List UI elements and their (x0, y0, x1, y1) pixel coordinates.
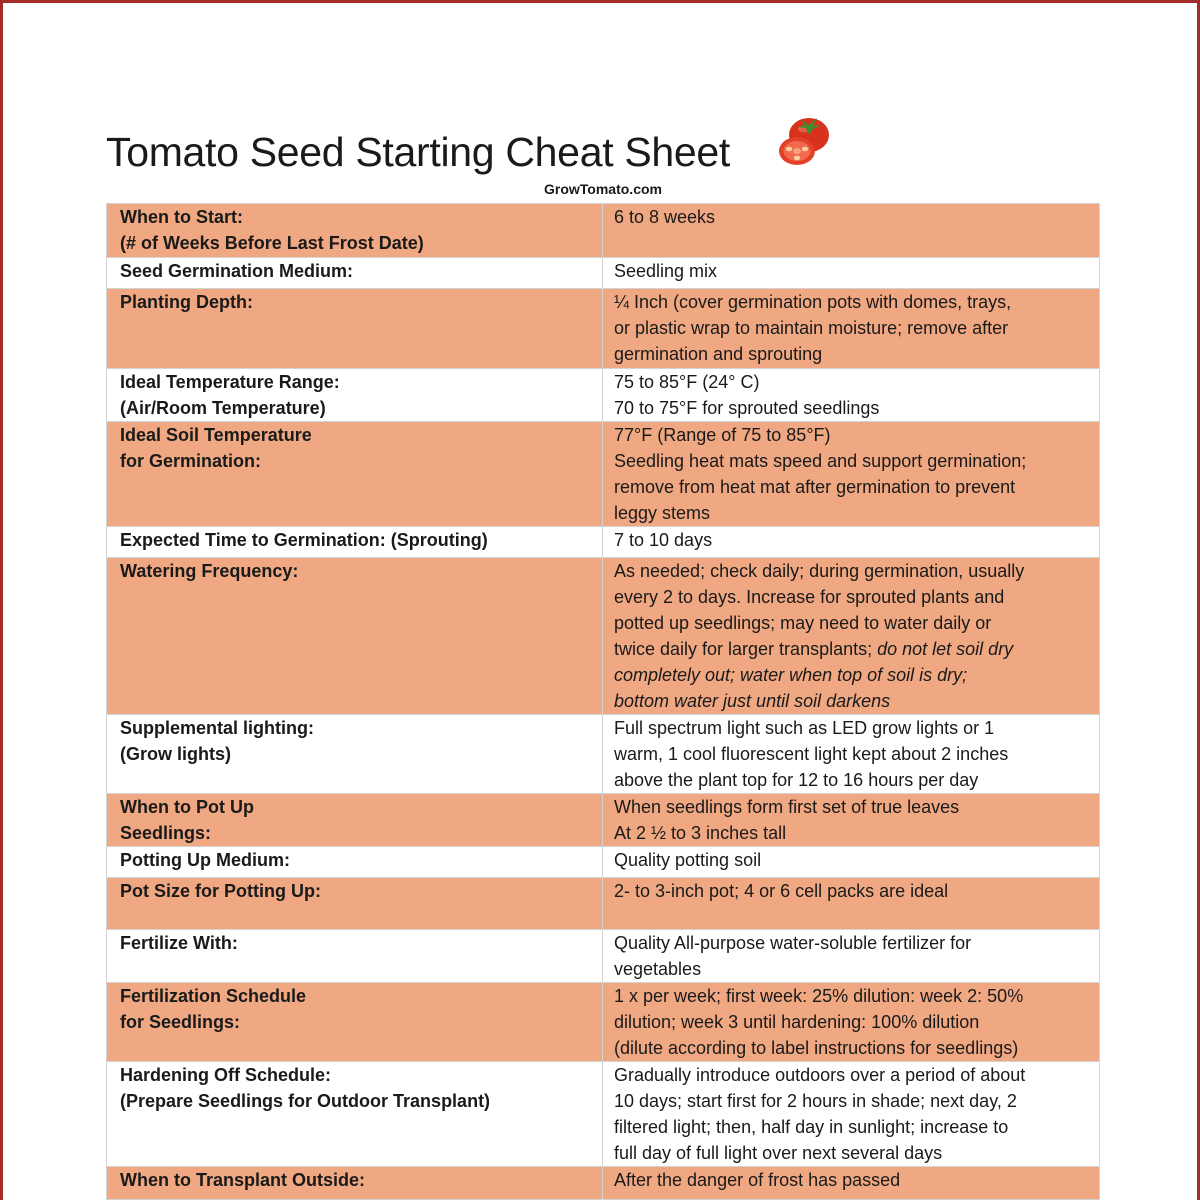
row-label-line: Planting Depth: (120, 292, 253, 312)
row-value-line: When seedlings form first set of true leaves (614, 797, 960, 817)
row-value-line: At 2 ½ to 3 inches tall (614, 823, 787, 843)
row-label (107, 369, 603, 422)
row-value-line (614, 636, 1089, 662)
row-value-line: 2- to 3-inch pot; 4 or 6 cell packs are ideal (614, 881, 949, 901)
row-value-line: 1 x per week; first week: 25% dilution: week 2: 50% (614, 986, 1024, 1006)
row-value-line: 10 days; start first for 2 hours in shade; next day, 2 (614, 1091, 1017, 1111)
table-row (107, 847, 1100, 878)
row-value-line: vegetables (614, 959, 702, 979)
row-value (603, 930, 1100, 983)
row-label-line: for Germination: (120, 451, 262, 471)
row-label-line: (Grow lights) (120, 744, 231, 764)
row-value (603, 558, 1100, 715)
row-value-line: 75 to 85°F (24° C) (614, 372, 760, 392)
row-value-line: remove from heat mat after germination to prevent (614, 477, 1016, 497)
row-value-line: (dilute according to label instructions for seedlings) (614, 1038, 1019, 1058)
row-value (603, 847, 1100, 878)
row-value-line: Quality potting soil (614, 850, 762, 870)
table-row (107, 289, 1100, 369)
row-label (107, 558, 603, 715)
row-label-line: Seed Germination Medium: (120, 261, 354, 281)
site-name: GrowTomato.com (544, 181, 662, 197)
table-row (107, 527, 1100, 558)
table-row (107, 1167, 1100, 1200)
row-label (107, 847, 603, 878)
row-label (107, 983, 603, 1062)
table-row (107, 558, 1100, 715)
row-label-line: Hardening Off Schedule: (120, 1065, 332, 1085)
row-label-line: Fertilize With: (120, 933, 238, 953)
row-label-line: Ideal Soil Temperature (120, 425, 312, 445)
row-value-line: dilution; week 3 until hardening: 100% dilution (614, 1012, 980, 1032)
row-value-line: warm, 1 cool fluorescent light kept about 2 inches (614, 744, 1009, 764)
row-value (603, 204, 1100, 258)
row-value-line: or plastic wrap to maintain moisture; remove after (614, 318, 1009, 338)
page-title: Tomato Seed Starting Cheat Sheet (106, 129, 731, 175)
row-label-line: (Air/Room Temperature) (120, 398, 326, 418)
row-label (107, 289, 603, 369)
row-label-line: Fertilization Schedule (120, 986, 307, 1006)
row-value-line: Full spectrum light such as LED grow lights or 1 (614, 718, 995, 738)
table-row (107, 878, 1100, 930)
table-row (107, 204, 1100, 258)
row-value-line: germination and sprouting (614, 344, 823, 364)
row-value-line: Quality All-purpose water-soluble fertilizer for (614, 933, 972, 953)
table-row (107, 369, 1100, 422)
row-label-line: Potting Up Medium: (120, 850, 290, 870)
row-label-line: Expected Time to Germination: (Sprouting) (120, 530, 488, 550)
row-value-line: filtered light; then, half day in sunlight; increase to (614, 1117, 1009, 1137)
row-value-line: every 2 to days. Increase for sprouted plants and (614, 587, 1005, 607)
row-value (603, 1062, 1100, 1167)
row-value-line: 77°F (Range of 75 to 85°F) (614, 425, 831, 445)
table-row (107, 422, 1100, 527)
row-value (603, 1167, 1100, 1200)
row-label-line: Seedlings: (120, 823, 212, 843)
row-label (107, 930, 603, 983)
row-label-line: Supplemental lighting: (120, 718, 314, 738)
row-value-italic-line: bottom water just until soil darkens (614, 691, 891, 711)
table-row (107, 1062, 1100, 1167)
row-value-line: Gradually introduce outdoors over a period of about (614, 1065, 1026, 1085)
row-label (107, 204, 603, 258)
row-label (107, 794, 603, 847)
row-value-italic-text: do not let soil dry (877, 639, 1014, 659)
row-label-line: Ideal Temperature Range: (120, 372, 340, 392)
row-value-line: 6 to 8 weeks (614, 207, 716, 227)
row-value-line: After the danger of frost has passed (614, 1170, 901, 1190)
row-label (107, 715, 603, 794)
row-value-line: 7 to 10 days (614, 530, 713, 550)
row-label (107, 422, 603, 527)
cheat-sheet-table (106, 203, 1100, 1200)
row-label-line: When to Pot Up (120, 797, 254, 817)
row-label (107, 878, 603, 930)
row-value-italic-line: completely out; water when top of soil is dry; (614, 665, 968, 685)
row-label-line: When to Transplant Outside: (120, 1170, 366, 1190)
row-label-line: When to Start: (120, 207, 243, 227)
row-value-line: Seedling mix (614, 261, 718, 281)
table-row (107, 258, 1100, 289)
row-label (107, 1062, 603, 1167)
row-label (107, 527, 603, 558)
table-row (107, 794, 1100, 847)
row-value (603, 715, 1100, 794)
row-value-line: above the plant top for 12 to 16 hours per day (614, 770, 979, 790)
row-label (107, 1167, 603, 1200)
row-label-line: (# of Weeks Before Last Frost Date) (120, 233, 424, 253)
row-value (603, 878, 1100, 930)
row-value-text: twice daily for larger transplants; (614, 639, 878, 659)
table-row (107, 983, 1100, 1062)
row-value-line: Seedling heat mats speed and support germination; (614, 451, 1027, 471)
row-label-line: Watering Frequency: (120, 561, 299, 581)
row-value-line: As needed; check daily; during germination, usually (614, 561, 1025, 581)
row-label-line: Pot Size for Potting Up: (120, 881, 321, 901)
row-value (603, 258, 1100, 289)
row-value-line: full day of full light over next several days (614, 1143, 943, 1163)
table-row (107, 930, 1100, 983)
table-row (107, 715, 1100, 794)
row-value-line: leggy stems (614, 503, 711, 523)
row-value (603, 983, 1100, 1062)
row-label-line: for Seedlings: (120, 1012, 241, 1032)
row-value (603, 422, 1100, 527)
row-value-line: ¼ Inch (cover germination pots with domes, trays, (614, 292, 1012, 312)
row-label-line: (Prepare Seedlings for Outdoor Transplant) (120, 1091, 491, 1111)
row-value (603, 527, 1100, 558)
tomato-icon (775, 111, 835, 169)
row-value-line: potted up seedlings; may need to water daily or (614, 613, 992, 633)
row-value-line: 70 to 75°F for sprouted seedlings (614, 398, 880, 418)
row-value (603, 289, 1100, 369)
row-label (107, 258, 603, 289)
row-value (603, 794, 1100, 847)
row-value (603, 369, 1100, 422)
